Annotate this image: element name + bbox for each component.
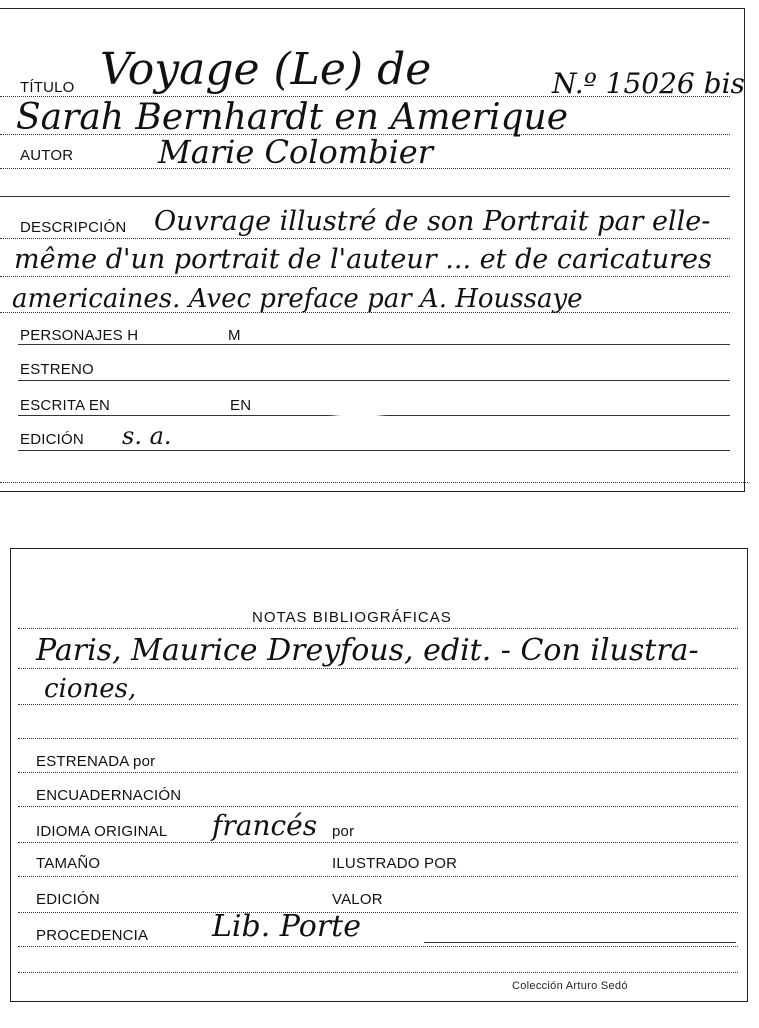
personajes-m-label: M [228, 327, 241, 344]
card-number: N.º 15026 bis [552, 67, 745, 100]
collection-stamp: Colección Arturo Sedó [512, 980, 628, 992]
notas-line1: Paris, Maurice Dreyfous, edit. - Con ilustra- [36, 633, 699, 668]
rule [18, 704, 738, 705]
rule [18, 842, 738, 843]
rule [0, 482, 748, 483]
estreno-label: ESTRENO [20, 361, 94, 378]
tamano-label: TAMAÑO [36, 855, 101, 872]
rule [18, 946, 738, 947]
escrita-en-label: ESCRITA EN [20, 397, 111, 414]
rule [18, 876, 738, 877]
rule [18, 628, 738, 629]
estrenada-label: ESTRENADA por [36, 753, 156, 770]
titulo-label: TÍTULO [20, 79, 75, 96]
smudge-mark [336, 398, 380, 420]
titulo-value-line2: Sarah Bernhardt en Amerique [16, 97, 569, 138]
autor-value: Marie Colombier [158, 133, 434, 171]
rule [18, 344, 730, 345]
personajes-label: PERSONAJES H [20, 327, 139, 344]
en-label: EN [230, 397, 252, 414]
edicion-value: s. a. [122, 422, 172, 450]
autor-label: AUTOR [20, 147, 74, 164]
descripcion-line2: même d'un portrait de l'auteur ... et de caricatures [14, 244, 712, 275]
rule [424, 942, 736, 943]
rule [18, 380, 730, 381]
rule [0, 168, 730, 169]
rule [18, 912, 738, 913]
edicion-label: EDICIÓN [20, 431, 84, 448]
rule [0, 276, 730, 277]
rule [18, 668, 738, 669]
descripcion-line1: Ouvrage illustré de son Portrait par elle- [154, 206, 711, 237]
descripcion-label: DESCRIPCIÓN [20, 219, 127, 236]
rule [0, 238, 730, 239]
rule [18, 738, 738, 739]
rule [18, 972, 738, 973]
procedencia-label: PROCEDENCIA [36, 927, 149, 944]
rule [18, 772, 738, 773]
encuadernacion-label: ENCUADERNACIÓN [36, 787, 182, 804]
idioma-value: francés [212, 809, 318, 842]
idioma-label: IDIOMA ORIGINAL [36, 823, 168, 840]
rule [18, 806, 738, 807]
ilustrado-label: ILUSTRADO POR [332, 855, 458, 872]
rule [18, 450, 730, 451]
descripcion-line3: americaines. Avec preface par A. Houssaye [12, 284, 583, 314]
titulo-value-line1: Voyage (Le) de [100, 44, 432, 95]
back-edicion-label: EDICIÓN [36, 891, 100, 908]
rule [0, 312, 730, 313]
notas-line2: ciones, [44, 674, 137, 704]
idioma-por-label: por [332, 823, 355, 840]
rule [0, 196, 730, 197]
valor-label: VALOR [332, 891, 383, 908]
notas-title: NOTAS BIBLIOGRÁFICAS [252, 609, 452, 626]
procedencia-value: Lib. Porte [212, 909, 361, 944]
